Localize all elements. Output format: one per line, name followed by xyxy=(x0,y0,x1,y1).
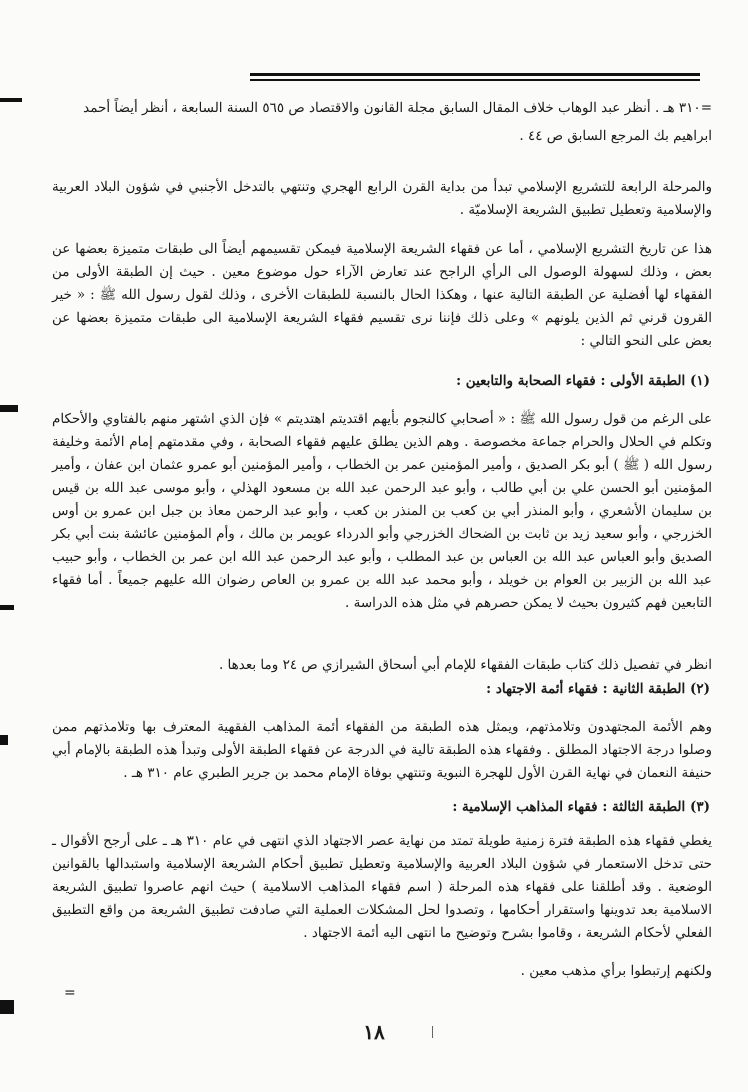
paragraph-classes-intro: هذا عن تاريخ التشريع الإسلامي ، أما عن فقهاء الشريعة الإسلامية فيمكن تقسيمهم أيضاً الى طبقات متميزة بعضها عن بعض ، وذلك لسهولة الوصول الى الرأي الراجح عند تعارض الآراء حول موضوع معين . حيث إن الطبقة الأولى من الفقهاء لها أفضلية عن الطبقة التالية عنها ، وهكذا الحال بالنسبة للطبقات الأخرى ، وذلك لقول رسول الله ﷺ : « خير القرون قرني ثم الذين يلونهم » وعلى ذلك فإننا نرى تقسيم فقهاء الشريعة الإسلامية الى طبقات متميزة بعضها عن بعض على النحو التالي : xyxy=(52,241,712,349)
paragraph-fourth-stage: والمرحلة الرابعة للتشريع الإسلامي تبدأ من بداية القرن الرابع الهجري وتنتهي بالتدخل الأجنبي في شؤون البلاد العربية والإسلامية وتعطيل تطبيق الشريعة الإسلاميّة . xyxy=(52,179,712,218)
heading-third-class: (٣) الطبقة الثالثة : فقهاء المذاهب الإسلامية : xyxy=(452,799,710,815)
scan-mark xyxy=(0,405,18,412)
heading-first-class: (١) الطبقة الأولى : فقهاء الصحابة والتابعين : xyxy=(456,373,710,389)
top-rule-secondary xyxy=(250,79,700,81)
footnote-line-2: ابراهيم بك المرجع السابق ص ٤٤ . xyxy=(519,128,712,144)
paragraph-first-class: على الرغم من قول رسول الله ﷺ : « أصحابي كالنجوم بأيهم اقتديتم اهتديتم » فإن الذي اشتهر منهم بالفتاوي والأحكام وتكلم في الحلال والحرام جماعة مخصوصة . وهم الذين يطلق عليهم فقهاء الصحابة ، وفي مقدمتهم إمام الأئمة وخليفة رسول الله ( ﷺ ) أبو بكر الصديق ، وأمير المؤمنين عمر بن الخطاب ، وأمير المؤمنين أبو عمرو عثمان ابن عفان ، وأمير المؤمنين أبو الحسن علي بن أبي طالب ، وأبو عبد الرحمن عبد الله بن مسعود الهذلي ، وأبو موسى عبد الله بن قيس بن سليمان الأشعري ، وأبو المنذر أبي بن كعب بن المنذر بن كعب ، وأبو عبد الرحمن معاذ بن جبل ابن عمرو بن أوس الخزرجي ، وأبو سعيد زيد بن ثابت بن الضحاك الخزرجي وأبو الدرداء عويمر بن مالك ، وأم المؤمنين عائشة بنت أبي بكر الصديق وأبو العباس عبد الله بن العباس بن عبد المطلب ، وأبو عبد الرحمن عبد الله ابن عمر بن الخطاب ، وأبو حبيب عبد الله بن الزبير بن العوام بن خويلد ، وأبو محمد عبد الله بن عمرو بن العاص رضوان الله عليهم جميعاً . أما فقهاء التابعين فهم كثيرون بحيث لا يمكن حصرهم في مثل هذه الدراسة . xyxy=(52,411,712,611)
scan-mark xyxy=(0,1000,14,1014)
heading-second-class: (٢) الطبقة الثانية : فقهاء أئمة الاجتهاد : xyxy=(486,681,710,697)
top-rule xyxy=(250,73,700,76)
scan-mark xyxy=(0,98,22,102)
scan-mark xyxy=(0,735,8,745)
scan-mark xyxy=(0,605,14,610)
paragraph-third-class-end: ولكنهم إرتبطوا برأي مذهب معين . xyxy=(520,963,712,979)
footnote-line-1: =٣١٠ هـ . أنظر عبد الوهاب خلاف المقال السابق مجلة القانون والاقتصاد ص ٥٦٥ السنة السابعة ، أنظر أيضاً أحمد xyxy=(83,100,712,116)
paragraph-third-class: يغطي فقهاء هذه الطبقة فترة زمنية طويلة تمتد من نهاية عصر الاجتهاد الذي انتهى في عام ٣١٠ هـ ـ على أرجح الأقوال ـ حتى تدخل الاستعمار في شؤون البلاد العربية والإسلامية وتعطيل تطبيق أحكام الشريعة الإسلامية واستبدالها بالقوانين الوضعية . وقد أطلقنا على فقهاء هذه المرحلة ( اسم فقهاء المذاهب الاسلامية ) حيث انهم عاصروا تطبيق الشريعة الاسلامية بعد تدوينها واستقرار أحكامها ، وتصدوا لحل المشكلات العملية التي صادفت تطبيق الشريعة من واقع التطبيق الفعلي لأحكام الشريعة ، وقاموا بشرح وتوضيح ما انتهى اليه أئمة الاجتهاد . xyxy=(52,833,712,941)
paragraph-second-class: وهم الأئمة المجتهدون وتلامذتهم، ويمثل هذه الطبقة من الفقهاء أئمة المذاهب الفقهية المعترف بها وتلامذتهم ممن وصلوا درجة الاجتهاد المطلق . وفقهاء هذه الطبقة تالية في الدرجة عن فقهاء الطبقة الأولى وتبدأ هذه الطبقة بالإمام أبي حنيفة النعمان في نهاية القرن الأول للهجرة النبوية وتنتهي بوفاة الإمام محمد بن جرير الطبري عام ٣١٠ هـ . xyxy=(52,719,712,781)
page-number: ١٨ xyxy=(363,1020,385,1044)
paragraph-first-class-reference: انظر في تفصيل ذلك كتاب طبقات الفقهاء للإمام أبي أسحاق الشيرازي ص ٢٤ وما بعدها . xyxy=(218,657,712,673)
continuation-mark: = xyxy=(64,985,76,1001)
